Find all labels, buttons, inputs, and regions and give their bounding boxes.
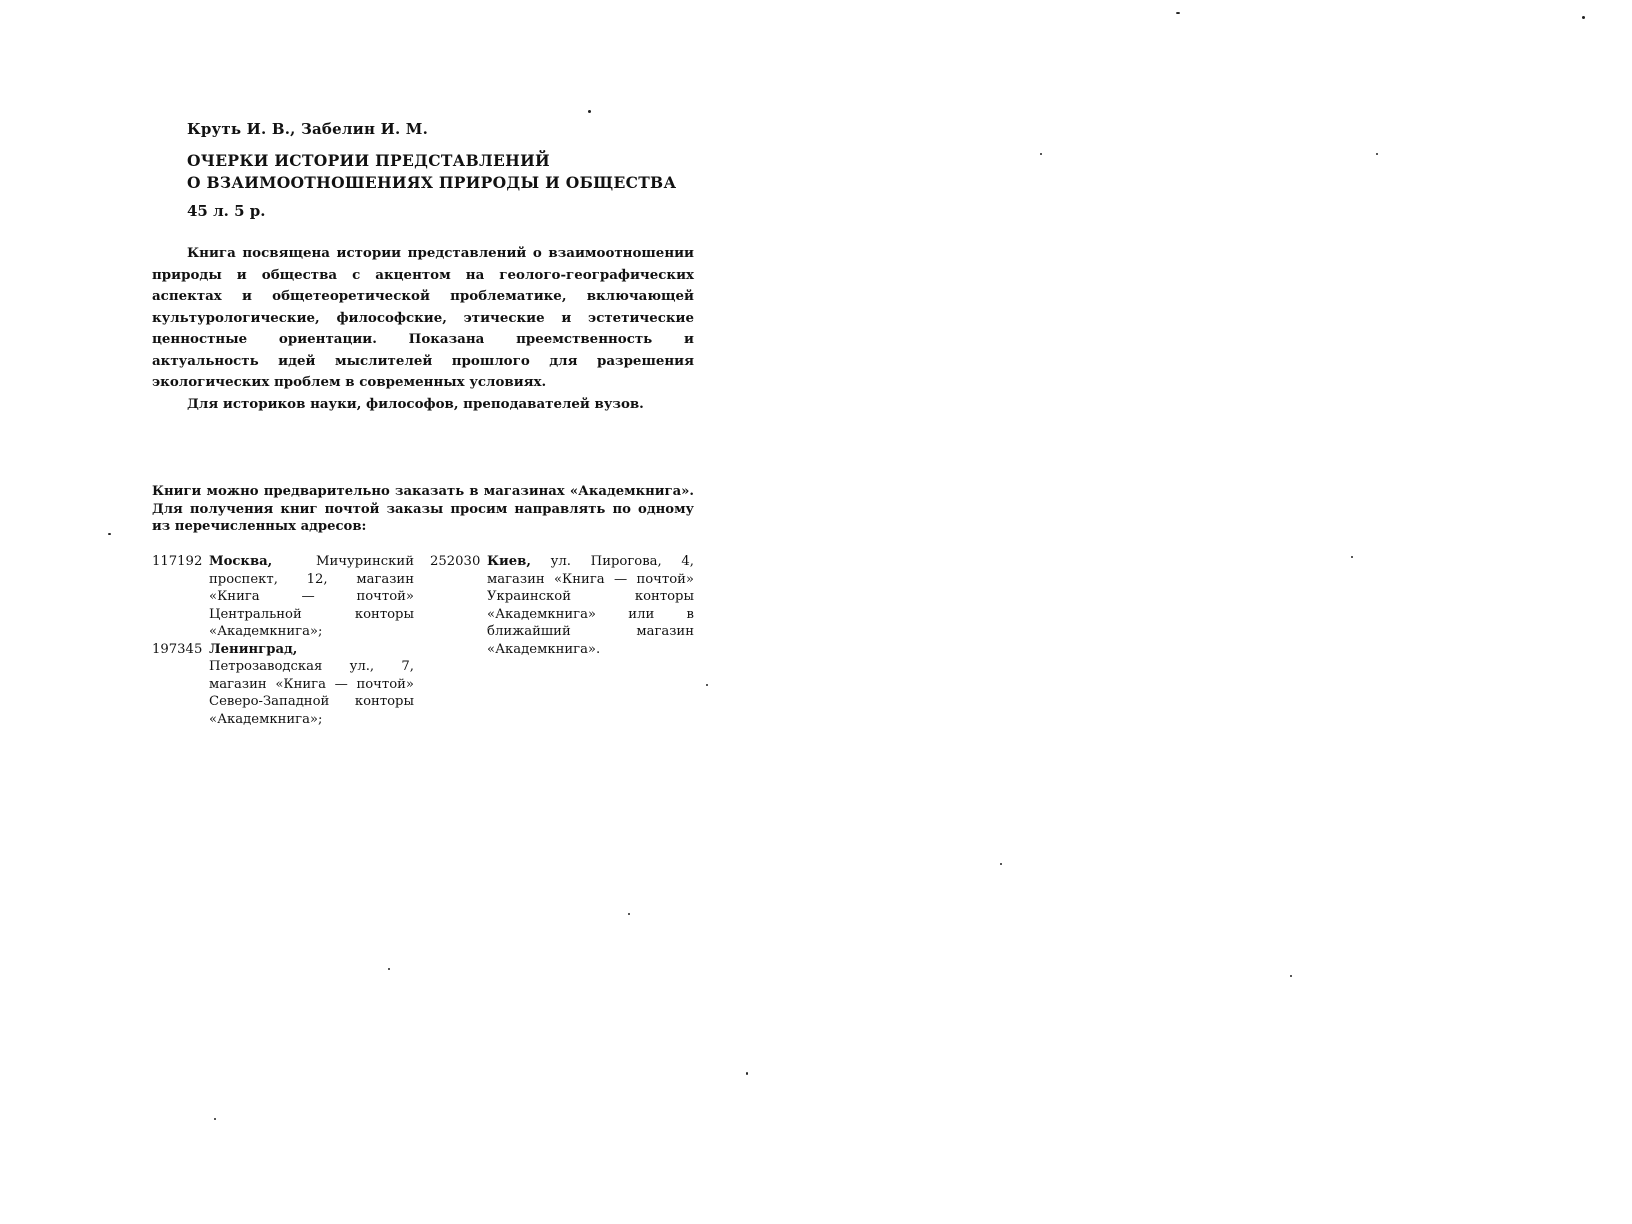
scan-speck <box>1290 975 1292 977</box>
address-body: Петрозаводская ул., 7, магазин «Книга — почтой» Северо-Западной конторы «Академкнига»; <box>209 659 414 727</box>
scan-speck <box>1351 556 1353 558</box>
address-column-right <box>430 553 694 658</box>
address-city: Киев, <box>487 554 531 569</box>
address-body: ул. Пирогова, 4, магазин «Книга — почтой» Украинской конторы «Академкнига» или в ближайший магазин «Академкнига». <box>487 554 694 657</box>
scan-speck <box>706 684 708 686</box>
scan-speck <box>628 913 630 915</box>
postal-code: 252030 <box>430 554 481 569</box>
address-text <box>209 641 414 729</box>
address-text <box>209 553 414 641</box>
scan-speck <box>1376 153 1378 155</box>
book-title <box>187 150 676 194</box>
authors: Круть И. В., Забелин И. М. <box>187 120 429 138</box>
address-body: Мичуринский проспект, 12, магазин «Книга — почтой» Центральной конторы «Академкнига»; <box>209 554 414 639</box>
address-text <box>487 553 694 658</box>
scan-speck <box>746 1072 748 1075</box>
address-moscow <box>152 553 414 641</box>
scan-speck <box>108 533 111 535</box>
audience-paragraph: Для историков науки, философов, преподавателей вузов. <box>187 395 644 412</box>
abstract-paragraph: Книга посвящена истории представлений о взаимоотношении природы и общества с акцентом на геолого-географических аспектах и общетеоретической проблематике, включающей культурологические, философские, этические и эстетические ценностные ориентации. Показана преемственность и актуальность идей мыслителей прошлого для разрешения экологических проблем в современных условиях. <box>152 245 694 390</box>
address-kiev <box>430 553 694 658</box>
address-city: Москва, <box>209 554 273 569</box>
scan-speck <box>388 968 390 970</box>
address-column-left <box>152 553 414 728</box>
postal-code: 197345 <box>152 641 203 657</box>
book-title-line-2: О ВЗАИМООТНОШЕНИЯХ ПРИРОДЫ И ОБЩЕСТВА <box>187 173 677 192</box>
scan-speck <box>1000 863 1002 865</box>
scan-speck <box>1582 16 1585 19</box>
address-city: Ленинград, <box>209 641 298 657</box>
scan-speck <box>588 110 591 113</box>
abstract <box>152 243 694 415</box>
postal-code: 117192 <box>152 554 203 569</box>
address-leningrad <box>152 641 414 729</box>
scan-speck <box>214 1118 216 1120</box>
scan-speck <box>1040 153 1042 155</box>
order-note: Книги можно предварительно заказать в магазинах «Академкнига». Для получения книг почтой заказы просим направлять по одному из перечисленных адресов: <box>152 484 694 534</box>
book-title-line-1: ОЧЕРКИ ИСТОРИИ ПРЕДСТАВЛЕНИЙ <box>187 151 550 170</box>
scan-speck <box>1176 12 1180 14</box>
price: 45 л. 5 р. <box>187 202 266 220</box>
